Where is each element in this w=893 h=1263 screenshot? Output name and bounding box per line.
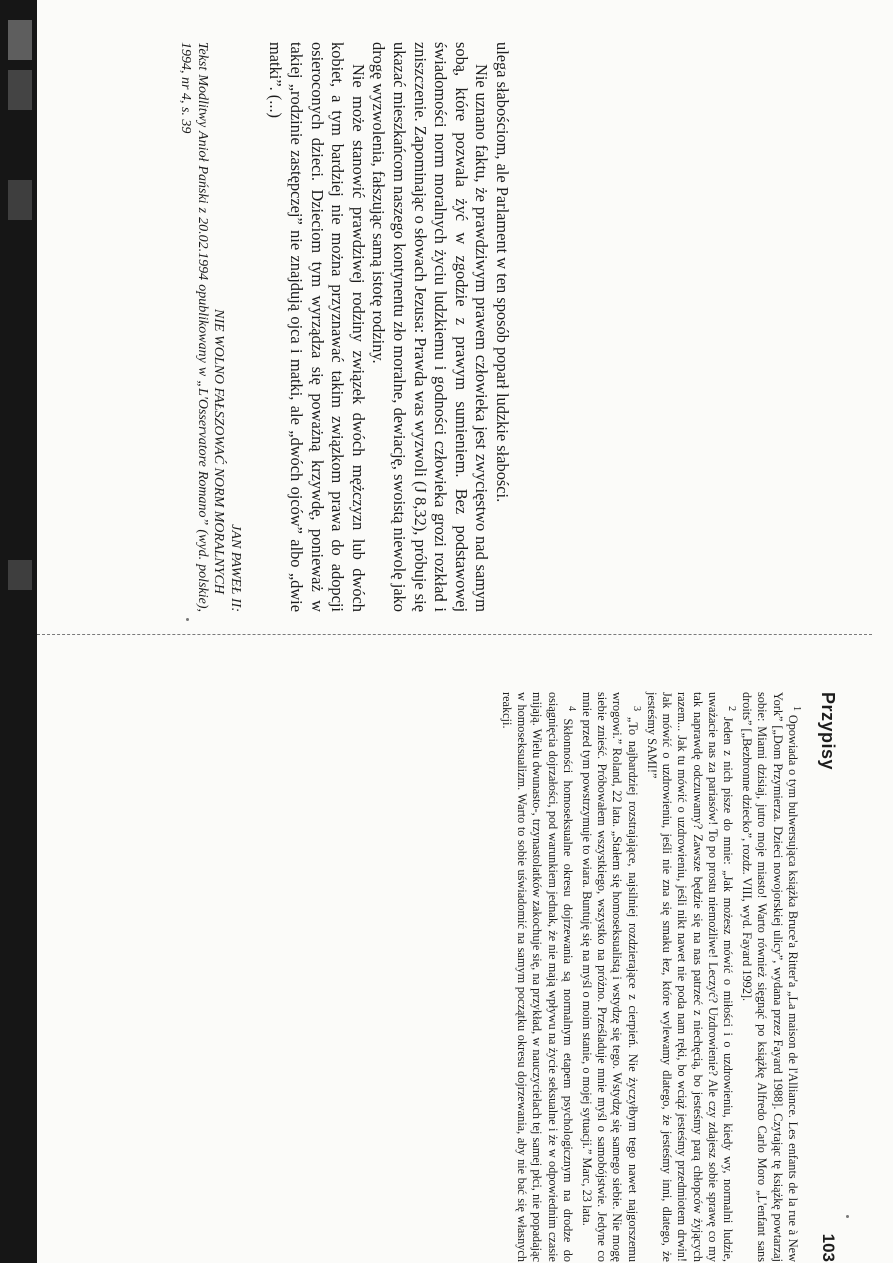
footnote-text: Jeden z nich pisze do mnie: „Jak możesz mówić o miłości i o uzdrowieniu, kiedy wy, normalni ludzie, uważacie nas za pariasów! To po prostu niemożliwe! Leczyć? Uzdrowienie? Ale czy zdajesz sobie sprawę co my tak naprawdę odczuwamy? Zawsze będzie się na nas patrzeć z niechęcią, bo jesteśmy parą chłopców żyjących razem... Jak tu mówić o uzdrowieniu, jeśli nikt nawet nie poda nam ręki, bo wciąż jesteśmy przedmiotem drwin! Jak mówić o uzdrowieniu, jeśli nie zna się smaku łez, które wylewamy dlatego, że jesteśmy inni, dlatego, że jesteśmy SAMI!” <box>644 692 735 1263</box>
scan-noise <box>8 560 32 590</box>
scan-edge <box>0 0 37 1263</box>
signature-note: Tekst Modlitwy Anioł Pański z 20.02.1994 opublikowany w „L'Osservatore Romano” (wyd. polskie), 1994, nr 4, s. 39 <box>178 42 210 612</box>
page-number: 103 <box>819 1233 838 1262</box>
footnote <box>579 692 644 1262</box>
footnote <box>499 692 579 1262</box>
signature-title: NIE WOLNO FAŁSZOWAĆ NORM MORALNYCH <box>211 308 227 594</box>
section-title: Przypisy <box>818 692 838 771</box>
signature <box>177 42 243 612</box>
footnote-text: „To najbardziej rozstrajające, najsilniej rozdzierające z cierpień. Nie życzyłbym tego nawet najgorszemu wrogowi.” Roland, 22 lata. „Stałem się homoseksualistą i wstydzę się tego. Wstydzę się samego siebie. Nie mogę siebie znieść. Próbowałem wszystkiego, wszystko na próżno. Prześladuje mnie myśl o samobójstwie. Jedyne co mnie przed tym powstrzymuje to wiara. Buntuję się na myśl o moim stanie, o mojej sytuacji.” Marc, 23 lata. <box>580 692 640 1262</box>
scan-speck <box>186 618 189 621</box>
paragraph: Nie uznano faktu, że prawdziwym prawem człowieka jest zwycięstwo nad samym sobą, które pozwala żyć w zgodzie z prawym sumieniem. Bez podstawowej świadomości norm moralnych życiu ludzkiemu i godności człowieka grozi rozkład i zniszczenie. Zapominając o słowach Jezusa: Prawda was wyzwoli (J 8,32), próbuje się ukazać mieszkańcom naszego kontynentu zło moralne, dewiację, swoistą niewolę jako drogę wyzwolenia, fałszując samą istotę rodziny. <box>369 42 492 612</box>
footnote-number: 3 <box>630 706 642 712</box>
footnote-text: Skłonności homoseksualne okresu dojrzewania są normalnym etapem psychologicznym na drodze do osiągnięcia dojrzałości, pod warunkiem jednak, że nie mają wpływu na życie seksualne i że w odpowiednim czasie mijają. Wielu dwunasto-, trzynastolatków zakochuje się, na przykład, w nauczycielach tej samej płci, nie popadając w homoseksualizm. Warto to sobie uświadomić na samym początku okresu dojrzewania, aby nie bać się własnych reakcji. <box>499 692 575 1262</box>
footnote-text: Opowiada o tym bulwersująca książka Bruce'a Ritter'a „La maison de l'Alliance. Les enfants de la rue à New York” [„Dom Przymierza. Dzieci nowojorskiej ulicy”, wydana przez Fayard 1988]. Czytając tę książkę powtarzaj sobie: Miami dzisiaj, jutro moje miasto! Warto również sięgnąć po książkę Alfredo Carlo Moro „L'enfant sans droits” [„Bezbronne dziecko”, rozdz. VIII, wyd. Fayard 1992]. <box>740 692 800 1262</box>
scan-noise <box>8 20 32 60</box>
footnote <box>739 692 804 1262</box>
page-fold <box>37 634 872 636</box>
footnote <box>644 692 739 1262</box>
signature-author: JAN PAWEŁ II: <box>227 524 243 612</box>
upper-page <box>92 42 512 612</box>
footnote-number: 4 <box>565 706 577 712</box>
page-header <box>804 692 852 1262</box>
footnote-number: 1 <box>791 706 802 712</box>
scan-noise <box>8 180 32 220</box>
footnote-number: 2 <box>726 706 738 712</box>
lower-page <box>382 692 852 1262</box>
scan-noise <box>8 70 32 110</box>
paragraph: Nie może stanowić prawdziwej rodziny związek dwóch mężczyzn lub dwóch kobiet, a tym bardziej nie można przyznawać takim związkom prawa do adopcji osieroconych dzieci. Dzieciom tym wyrządza się poważną krzywdę, ponieważ w takiej „rodzinie zastępczej” nie znajdują ojca i matki, ale „dwóch ojców” albo „dwie matki”. (...) <box>266 42 368 612</box>
paragraph: ulega słabościom, ale Parlament w ten sposób poparł ludzkie słabości. <box>493 42 512 503</box>
